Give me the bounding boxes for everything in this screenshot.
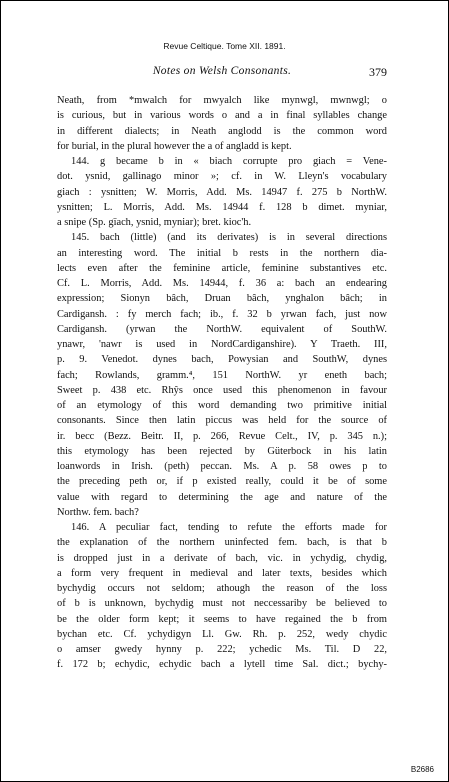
text-line: Cardigansh. : fy merch fach; ib., f. 32 b yrwan fach, just now xyxy=(57,308,387,320)
text-line: of b is unknown, bychydig must not neccessariby be believed to xyxy=(57,598,387,610)
text-line: this etymology has been rejected by Güterbock in his latin xyxy=(57,445,387,457)
text-line: 144. g became b in « biach corrupte pro giach = Vene- xyxy=(71,156,387,167)
text-line: Cardigansh. (yrwan the NorthW. equivalent of SouthW. xyxy=(57,323,387,335)
page-number: 379 xyxy=(369,65,387,79)
text-line: dot. ysnid, gallinago minor »; cf. in W. Lleyn's vocabulary xyxy=(57,171,387,183)
text-line: Northw. fem. bach? xyxy=(57,506,139,518)
body-text xyxy=(57,93,387,673)
reference-code: B2686 xyxy=(410,765,434,774)
text-line: fach; Rowlands, gramm.⁴, 151 NorthW. yr eneth bach; xyxy=(57,369,387,381)
running-title: Notes on Welsh Consonants. xyxy=(152,65,292,77)
text-line: lects even after the feminine article, feminine substantives etc. xyxy=(57,262,387,274)
text-line: o amser gwedy hynny p. 222; ychedic Ms. Til. D 22, xyxy=(57,644,387,655)
text-line: is dropped just in a derivate of bach, vic. in ychydig, chydig, xyxy=(57,552,387,564)
text-line: a snipe (Sp. gïach, ysnid, myniar); bret. kioc'h. xyxy=(57,217,252,228)
running-head xyxy=(57,65,387,81)
text-line: Sweet p. 438 etc. Rhŷs once used this phenomenon in favour xyxy=(57,384,387,396)
source-citation: Revue Celtique. Tome XII. 1891. xyxy=(163,41,286,51)
text-line: ir. becc (Bezz. Beitr. II, p. 266, Revue Celt., IV, p. 345 n.); xyxy=(57,430,387,442)
text-line: ysnitten; L. Morris, Add. Ms. 14944 f. 128 b dimet. myniar, xyxy=(57,201,387,213)
text-line: the explanation of the northern uninfected fem. bach, is that b xyxy=(57,537,387,549)
text-line: for burial, in the plural however the a of angladd is kept. xyxy=(57,140,292,152)
text-line: consonants. Since then latin piccus was held for the source of xyxy=(57,415,387,427)
text-line: be the older form kept; it seems to have regained the b from xyxy=(57,613,387,625)
text-line: ynawr, 'nawr is used in NordCardiganshire). Y Traeth. III, xyxy=(57,339,387,350)
text-line: value with regard to determining the age and nature of the xyxy=(57,491,387,503)
text-line: an interesting word. The initial b rests in the northern dia- xyxy=(57,247,387,259)
text-line: f. 172 b; echydic, echydic bach a lytell time Sal. dict.; bychy- xyxy=(57,659,387,671)
text-line: giach : ysnitten; W. Morris, Add. Ms. 14947 f. 275 b NorthW. xyxy=(57,186,387,198)
text-line: is curious, but in various words o and a in final syllables change xyxy=(57,110,387,122)
text-line: p. 9. Venedot. dynes bach, Powysian and SouthW, dynes xyxy=(57,354,387,366)
text-line: 146. A peculiar fact, tending to refute the efforts made for xyxy=(71,522,387,533)
text-line: bychydig occurs not seldom; athough the reason of the loss xyxy=(57,583,387,594)
text-line: in different dialects; in Neath anglodd is the common word xyxy=(57,125,387,137)
text-line: Cf. L. Morris, Add. Ms. 14944, f. 36 a: bach an endearing xyxy=(57,278,387,289)
text-line: the preceding peth or, if p existed really, could it be of some xyxy=(57,476,387,488)
text-line: expression; Sionyn bâch, Druan bâch, ynghalon bâch; in xyxy=(57,293,387,305)
text-line: a form very frequent in medieval and later texts, besides which xyxy=(57,567,387,579)
text-line: Neath, from *mwalch for mwyalch like mynwgl, mwnwgl; o xyxy=(57,95,387,106)
text-line: 145. bach (little) (and its derivates) is in several directions xyxy=(71,232,387,244)
text-line: loanwords in Irish. (peth) peccan. Ms. A p. 58 owes p to xyxy=(57,461,387,472)
text-line: bychan etc. Cf. ychydigyn Ll. Gw. Rh. p. 252, wedy chydic xyxy=(57,628,387,640)
text-line: of an etymology of this word demanding two primitive initial xyxy=(57,400,387,411)
